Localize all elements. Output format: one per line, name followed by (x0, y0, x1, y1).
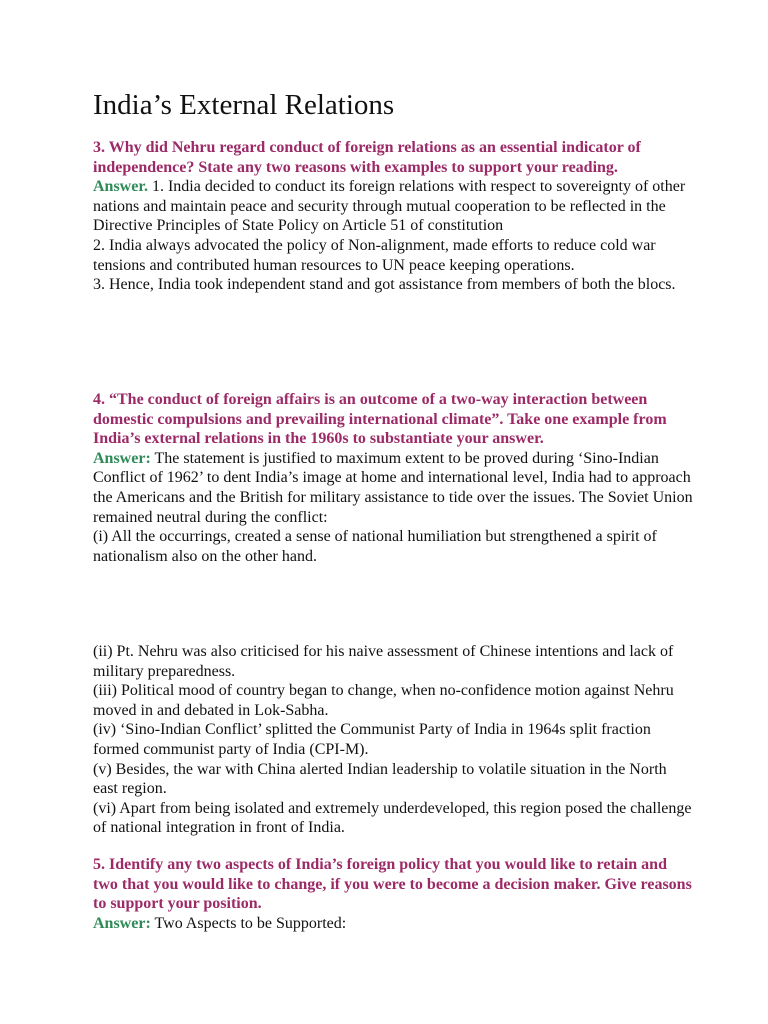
answer-label: Answer: (93, 914, 151, 932)
question-5-section (93, 855, 693, 933)
question-5-text: 5. Identify any two aspects of India’s foreign policy that you would like to retain and two that you would like to change, if you were to become a decision maker. Give reasons to support your position. (93, 856, 692, 913)
answer-4-text: The statement is justified to maximum extent to be proved during ‘Sino-Indian Conflict of 1962’ to dent India’s image at home and international level, India had to approach the Americans and the British for military assistance to tide over the issues. The Soviet Union remained neutral during the conflict: (93, 449, 693, 526)
answer-4-paragraph (93, 449, 693, 527)
question-4-section (93, 390, 693, 566)
question-3-section (93, 138, 693, 295)
answer-4-point: (ii) Pt. Nehru was also criticised for his naive assessment of Chinese intentions and lack of military preparedness. (93, 643, 674, 680)
answer-3-point: 2. India always advocated the policy of Non-alignment, made efforts to reduce cold war tensions and contributed human resources to UN peace keeping operations. (93, 236, 656, 274)
answer-3-paragraph (93, 177, 693, 236)
question-3-text: 3. Why did Nehru regard conduct of foreign relations as an essential indicator of independence? State any two reasons with examples to support your reading. (93, 139, 641, 176)
page-title: India’s External Relations (93, 89, 395, 121)
answer-4-point: (vi) Apart from being isolated and extremely underdeveloped, this region posed the challenge of national integration in front of India. (93, 799, 692, 837)
answer-3-point: 3. Hence, India took independent stand and got assistance from members of both the blocs. (93, 276, 676, 294)
answer-label: Answer: (93, 449, 151, 467)
answer-3-text: 1. India decided to conduct its foreign relations with respect to sovereignty of other nations and maintain peace and security through mutual cooperation to be reflected in the Directive Principles of State Policy on Article 51 of constitution (93, 178, 686, 235)
answer-4-point: (i) All the occurrings, created a sense of national humiliation but strengthened a spirit of nationalism also on the other hand. (93, 528, 657, 565)
question-4-text: 4. “The conduct of foreign affairs is an outcome of a two-way interaction between domestic compulsions and prevailing international climate”. Take one example from India’s external relations in the 1960s to substantiate your answer. (93, 391, 667, 448)
answer-5-text: Two Aspects to be Supported: (150, 914, 347, 932)
question-4-continued (93, 642, 693, 838)
answer-5-paragraph (93, 914, 693, 934)
answer-4-point: (iv) ‘Sino-Indian Conflict’ splitted the Communist Party of India in 1964s split fraction formed communist party of India (CPI-M). (93, 721, 651, 758)
answer-4-point: (iii) Political mood of country began to change, when no-confidence motion against Nehru moved in and debated in Lok-Sabha. (93, 682, 674, 719)
answer-label: Answer. (93, 178, 148, 196)
answer-4-point: (v) Besides, the war with China alerted Indian leadership to volatile situation in the North east region. (93, 760, 667, 798)
